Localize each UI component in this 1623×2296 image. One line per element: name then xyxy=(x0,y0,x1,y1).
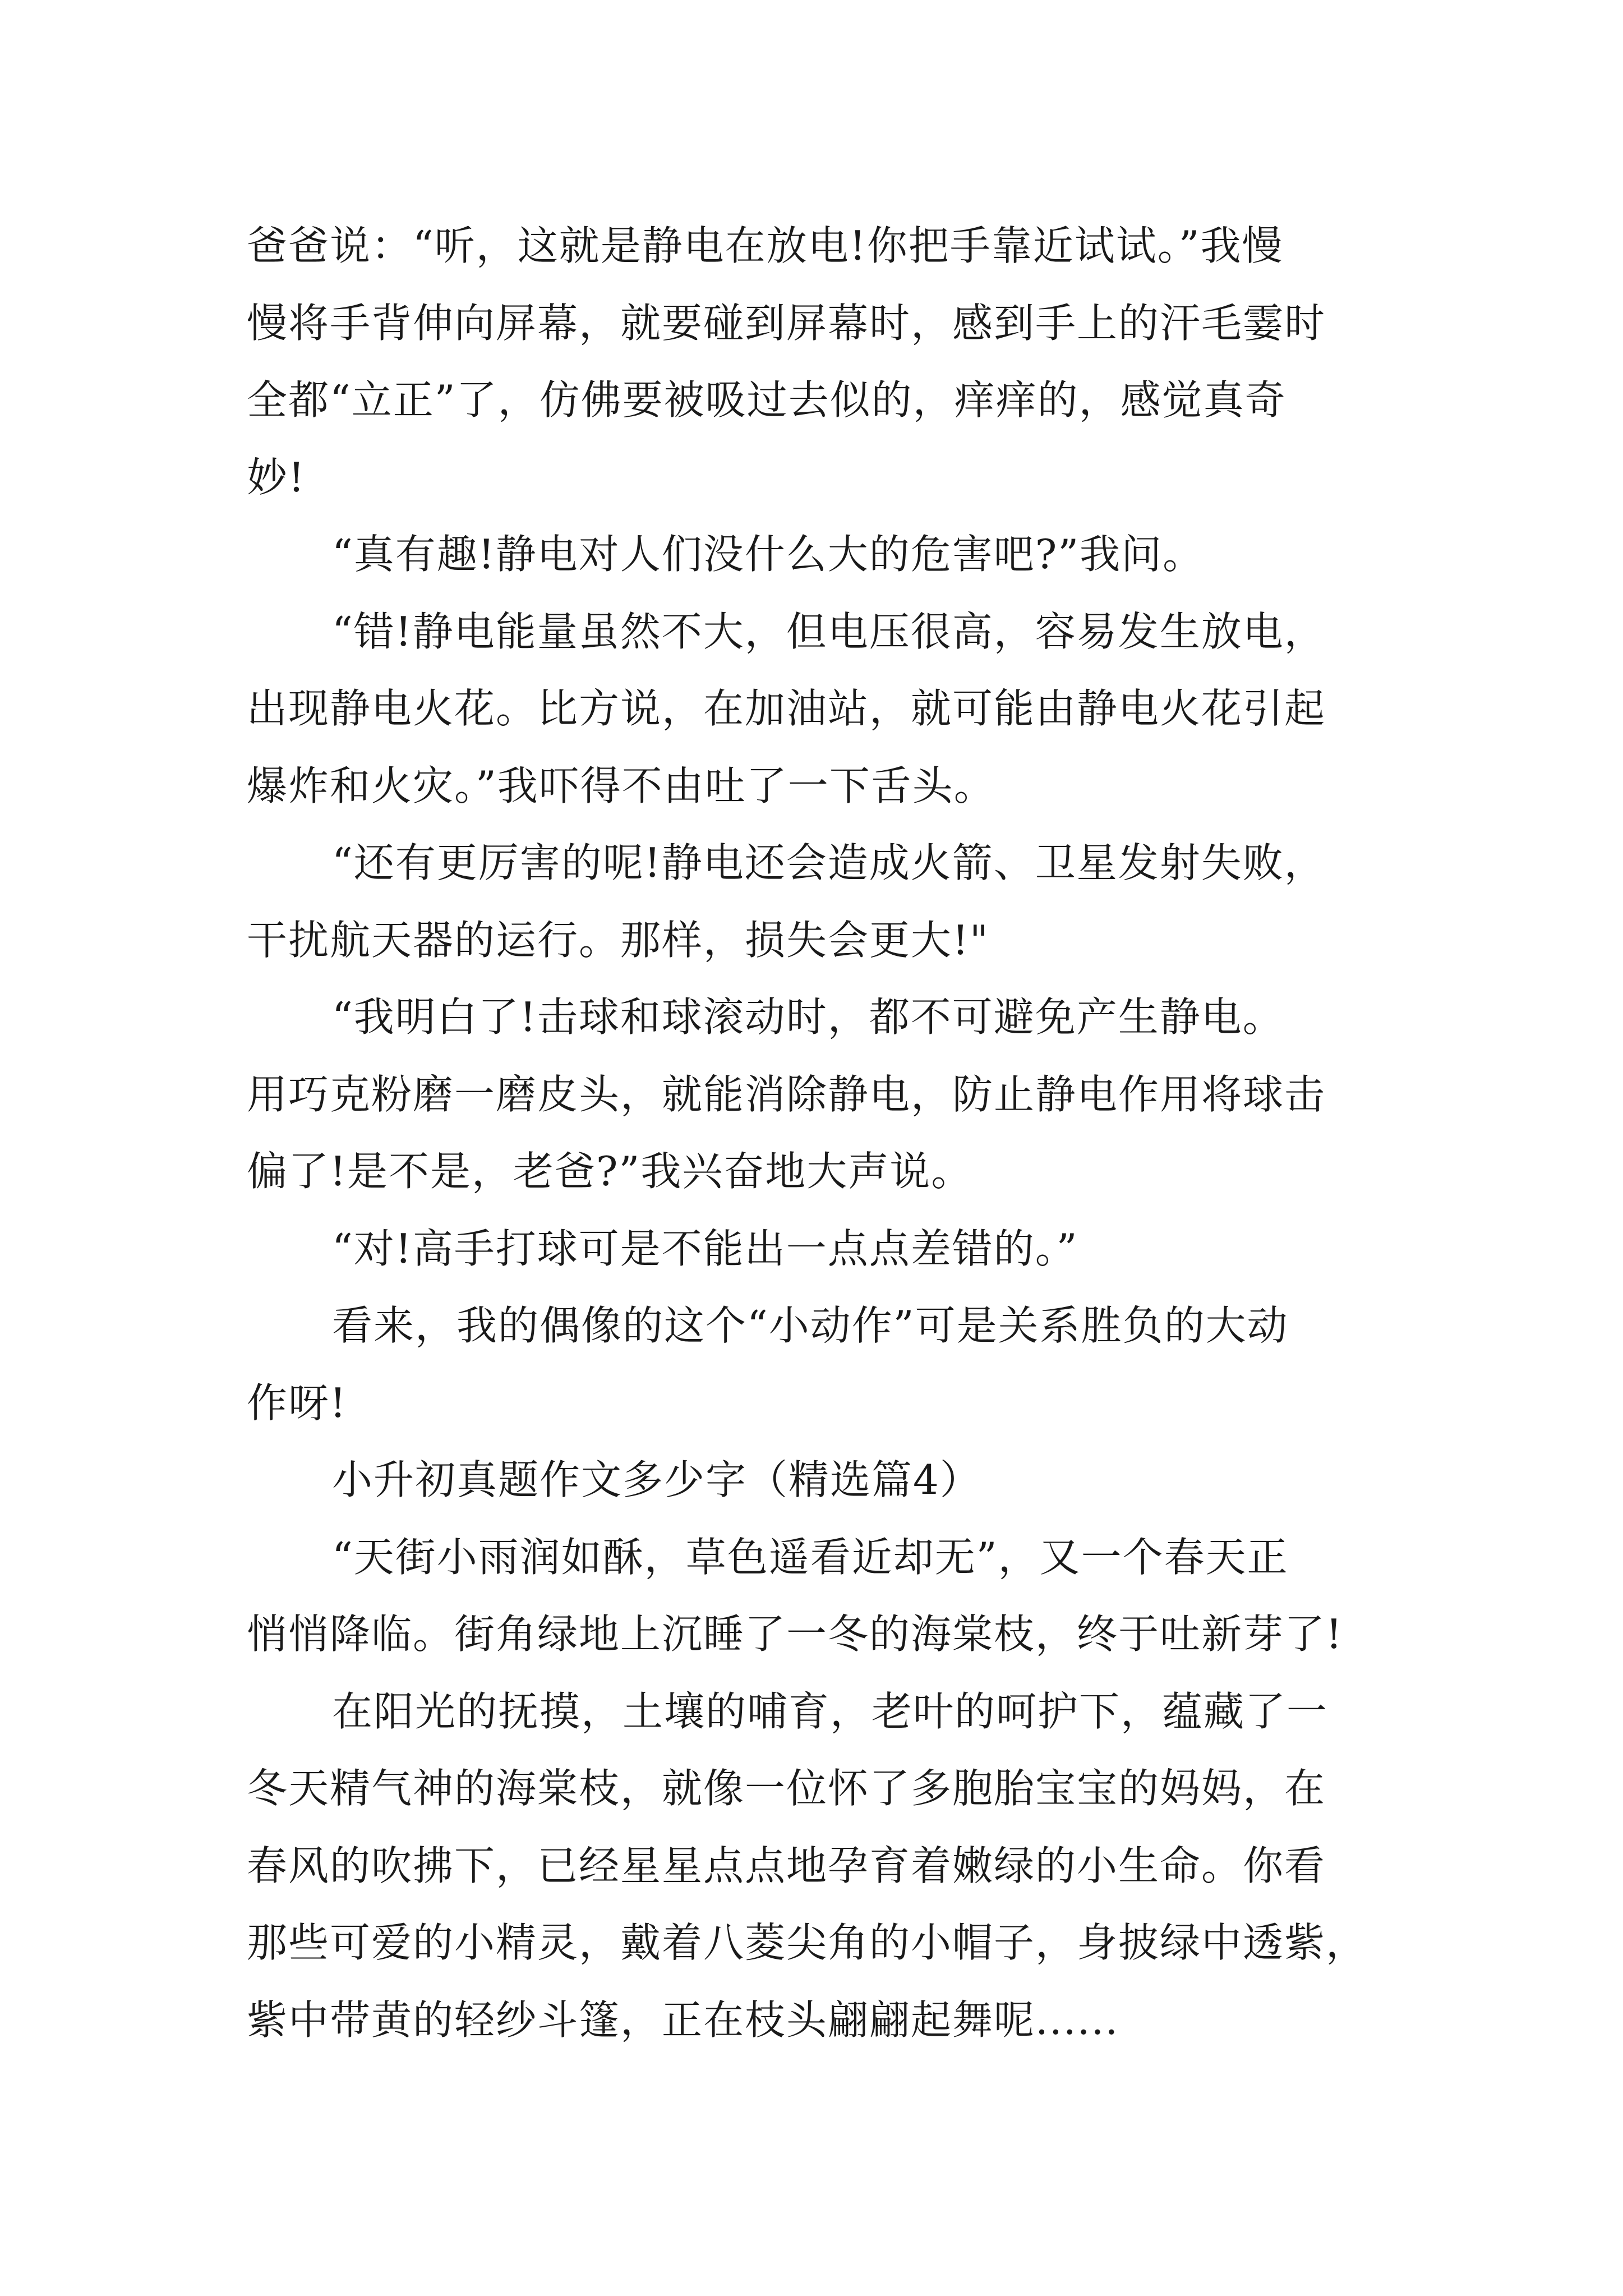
text-line: 干扰航天器的运行。那样，损失会更大!" xyxy=(247,916,990,964)
text-line: 全都“立正”了，仿佛要被吸过去似的，痒痒的，感觉真奇 xyxy=(247,376,1287,424)
section-heading: 小升初真题作文多少字（精选篇4） xyxy=(332,1456,981,1503)
text-line: 用巧克粉磨一磨皮头，就能消除静电，防止静电作用将球击 xyxy=(247,1070,1326,1118)
text-line: 悄悄降临。街角绿地上沉睡了一冬的海棠枝，终于吐新芽了! xyxy=(247,1611,1343,1658)
text-line: “真有趣!静电对人们没什么大的危害吧?”我问。 xyxy=(332,531,1205,578)
text-line: 爸爸说：“听，这就是静电在放电!你把手靠近试试。”我慢 xyxy=(247,222,1284,269)
body-text xyxy=(247,208,1391,2059)
text-line: 慢将手背伸向屏幕，就要碰到屏幕时，感到手上的汗毛霎时 xyxy=(247,299,1326,347)
text-line: 作呀! xyxy=(247,1379,347,1427)
text-line: 那些可爱的小精灵，戴着八菱尖角的小帽子，身披绿中透紫， xyxy=(247,1919,1368,1966)
text-line: 春风的吹拂下，已经星星点点地孕育着嫩绿的小生命。你看 xyxy=(247,1842,1326,1889)
text-line: “对!高手打球可是不能出一点点差错的。” xyxy=(332,1225,1078,1272)
text-line: 妙! xyxy=(247,453,306,501)
text-line: 紫中带黄的轻纱斗篷，正在枝头翩翩起舞呢...... xyxy=(247,1996,1119,2044)
text-line: 爆炸和火灾。”我吓得不由吐了一下舌头。 xyxy=(247,762,995,809)
text-line: “错!静电能量虽然不大，但电压很高，容易发生放电， xyxy=(332,608,1326,655)
text-line: 偏了!是不是，老爸?”我兴奋地大声说。 xyxy=(247,1148,973,1195)
text-line: 出现静电火花。比方说，在加油站，就可能由静电火花引起 xyxy=(247,685,1326,732)
text-line: “还有更厉害的呢!静电还会造成火箭、卫星发射失败， xyxy=(332,839,1326,886)
text-line: 看来，我的偶像的这个“小动作”可是关系胜负的大动 xyxy=(332,1302,1289,1349)
text-line: “我明白了!击球和球滚动时，都不可避免产生静电。 xyxy=(332,993,1284,1041)
text-line: 冬天精气神的海棠枝，就像一位怀了多胞胎宝宝的妈妈，在 xyxy=(247,1765,1326,1812)
text-line: “天街小雨润如酥，草色遥看近却无”，又一个春天正 xyxy=(332,1533,1289,1581)
text-line: 在阳光的抚摸，土壤的哺育，老叶的呵护下，蕴藏了一 xyxy=(332,1687,1329,1735)
